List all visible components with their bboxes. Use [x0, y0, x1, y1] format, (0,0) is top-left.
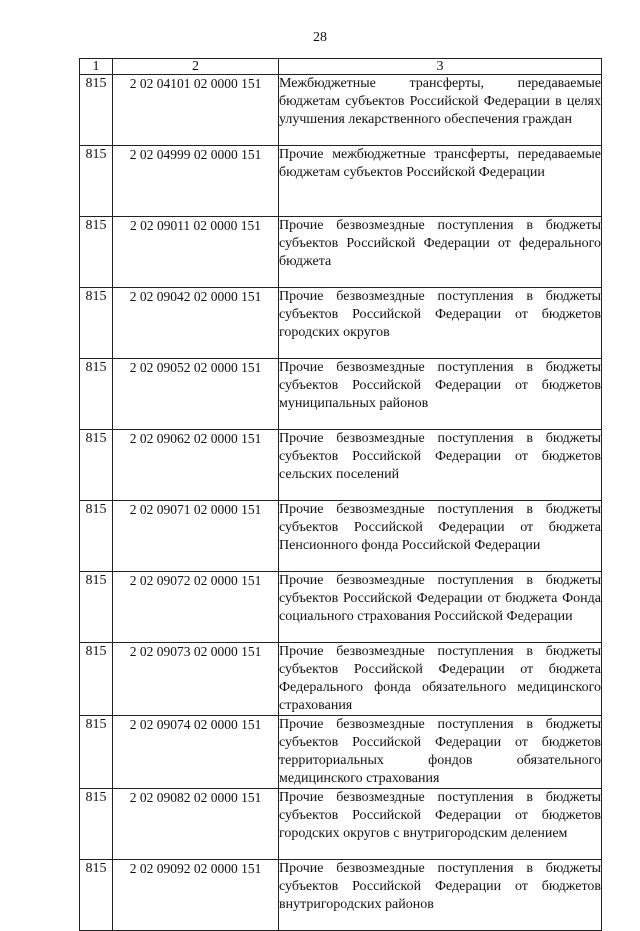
income-name-cell: Прочие межбюджетные трансферты, передаваемые бюджетам субъектов Российской Федерации: [279, 146, 602, 217]
admin-code-cell: 815: [80, 643, 113, 716]
income-name-cell: Прочие безвозмездные поступления в бюджеты субъектов Российской Федерации от бюджетов сельских поселений: [279, 430, 602, 501]
income-name-cell: Прочие безвозмездные поступления в бюджеты субъектов Российской Федерации от бюджетов городских округов с внутригородским делением: [279, 789, 602, 860]
table-row: [80, 860, 602, 931]
table-row: [80, 359, 602, 430]
admin-code-cell: 815: [80, 359, 113, 430]
income-name-cell: Прочие безвозмездные поступления в бюджеты субъектов Российской Федерации от бюджетов муниципальных районов: [279, 359, 602, 430]
budget-code-cell: 2 02 09072 02 0000 151: [113, 572, 279, 643]
admin-code-cell: 815: [80, 146, 113, 217]
budget-code-cell: 2 02 04101 02 0000 151: [113, 75, 279, 146]
income-name-cell: Прочие безвозмездные поступления в бюджеты субъектов Российской Федерации от бюджетов городских округов: [279, 288, 602, 359]
table-row: [80, 75, 602, 146]
budget-code-cell: 2 02 09073 02 0000 151: [113, 643, 279, 716]
table-header-row: [80, 59, 602, 75]
budget-code-cell: 2 02 04999 02 0000 151: [113, 146, 279, 217]
budget-code-cell: 2 02 09011 02 0000 151: [113, 217, 279, 288]
budget-code-cell: 2 02 09071 02 0000 151: [113, 501, 279, 572]
income-name-cell: Прочие безвозмездные поступления в бюджеты субъектов Российской Федерации от бюджетов территориальных фондов обязательного медицинского страхования: [279, 716, 602, 789]
budget-code-cell: 2 02 09074 02 0000 151: [113, 716, 279, 789]
admin-code-cell: 815: [80, 75, 113, 146]
column-header-2: 2: [113, 59, 279, 75]
income-name-cell: Прочие безвозмездные поступления в бюджеты субъектов Российской Федерации от бюджета Пенсионного фонда Российской Федерации: [279, 501, 602, 572]
budget-code-cell: 2 02 09062 02 0000 151: [113, 430, 279, 501]
admin-code-cell: 815: [80, 217, 113, 288]
budget-code-cell: 2 02 09052 02 0000 151: [113, 359, 279, 430]
budget-code-cell: 2 02 09042 02 0000 151: [113, 288, 279, 359]
column-header-3: 3: [279, 59, 602, 75]
table-row: [80, 643, 602, 716]
table-row: [80, 217, 602, 288]
table-row: [80, 501, 602, 572]
admin-code-cell: 815: [80, 716, 113, 789]
income-name-cell: Прочие безвозмездные поступления в бюджеты субъектов Российской Федерации от бюджетов внутригородских районов: [279, 860, 602, 931]
table-row: [80, 430, 602, 501]
budget-code-cell: 2 02 09082 02 0000 151: [113, 789, 279, 860]
budget-table: [79, 58, 602, 931]
admin-code-cell: 815: [80, 860, 113, 931]
income-name-cell: Межбюджетные трансферты, передаваемые бюджетам субъектов Российской Федерации в целях улучшения лекарственного обеспечения граждан: [279, 75, 602, 146]
admin-code-cell: 815: [80, 789, 113, 860]
income-name-cell: Прочие безвозмездные поступления в бюджеты субъектов Российской Федерации от федерального бюджета: [279, 217, 602, 288]
page-number: 28: [313, 30, 327, 45]
budget-code-cell: 2 02 09092 02 0000 151: [113, 860, 279, 931]
income-name-cell: Прочие безвозмездные поступления в бюджеты субъектов Российской Федерации от бюджета Фонда социального страхования Российской Федерации: [279, 572, 602, 643]
table-row: [80, 572, 602, 643]
admin-code-cell: 815: [80, 430, 113, 501]
column-header-1: 1: [80, 59, 113, 75]
table-row: [80, 789, 602, 860]
table-row: [80, 716, 602, 789]
income-name-cell: Прочие безвозмездные поступления в бюджеты субъектов Российской Федерации от бюджета Федерального фонда обязательного медицинского страхования: [279, 643, 602, 716]
table-row: [80, 146, 602, 217]
admin-code-cell: 815: [80, 572, 113, 643]
table-row: [80, 288, 602, 359]
admin-code-cell: 815: [80, 501, 113, 572]
admin-code-cell: 815: [80, 288, 113, 359]
